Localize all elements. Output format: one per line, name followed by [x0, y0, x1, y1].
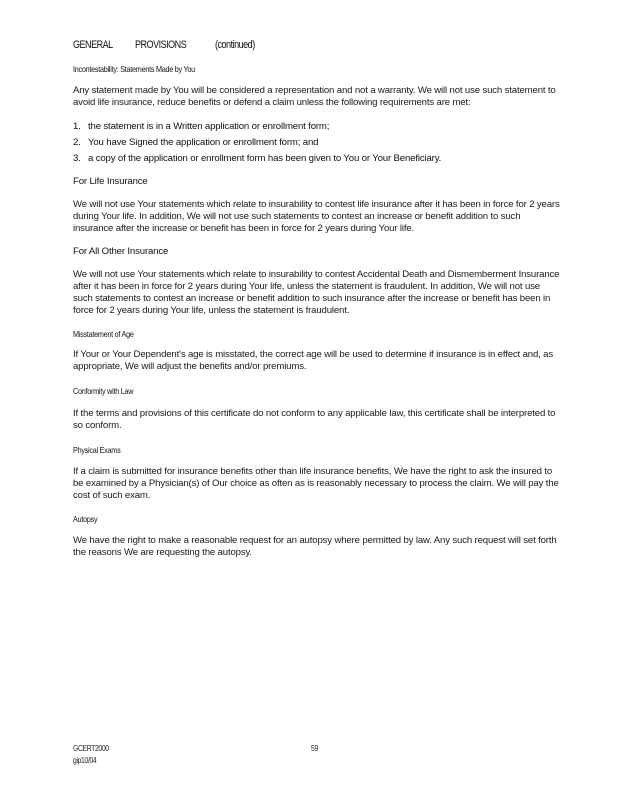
list-number: 2. [73, 137, 81, 148]
list-number: 1. [73, 121, 81, 132]
header-provisions: PROVISIONS [135, 39, 187, 51]
autopsy-text: We have the right to make a reasonable request for an autopsy where permitted by law. Any such request will set forth the reasons We are requesting the autopsy. [73, 535, 557, 558]
footer-form-number: GCERT2000 [73, 744, 109, 753]
misstatement-title: Misstatement of Age [73, 329, 134, 339]
life-insurance-label: For Life Insurance [73, 176, 148, 187]
other-insurance-text: We will not use Your statements which relate to insurability to contest Accidental Death and Dismemberment Insurance after it has been in force for 2 years during Your life, unless the statement is fraudulent. In addition, We will not use such statements to contest an increase or benefit addition to such insurance after the increase or benefit has been in force for 2 years during Your life, unless the statement is fraudulent. [73, 269, 560, 316]
list-item [73, 121, 563, 133]
conformity-title: Conformity with Law [73, 386, 134, 396]
conformity-text: If the terms and provisions of this certificate do not conform to any applicable law, this certificate shall be interpreted to so conform. [73, 408, 556, 431]
misstatement-text: If Your or Your Dependent's age is misstated, the correct age will be used to determine if insurance is in effect and, as appropriate, We will adjust the benefits and/or premiums. [73, 349, 554, 372]
section-header [73, 39, 593, 51]
other-insurance-label: For All Other Insurance [73, 246, 169, 257]
physical-exams-text: If a claim is submitted for insurance benefits other than life insurance benefits, We have the right to ask the insured to be examined by a Physician(s) of Our choice as often as is reasonably necessary to process the claim. We will pay the cost of such exam. [73, 466, 559, 501]
list-number: 3. [73, 153, 81, 164]
footer-form-date: gip10/04 [73, 756, 97, 765]
header-general: GENERAL [73, 39, 113, 51]
list-item [73, 153, 563, 165]
list-text: You have Signed the application or enrollment form; and [88, 137, 319, 148]
physical-exams-title: Physical Exams [73, 445, 121, 455]
incontestability-title: Incontestability: Statements Made by You [73, 64, 195, 74]
list-text: the statement is in a Written application or enrollment form; [88, 121, 330, 132]
autopsy-title: Autopsy [73, 514, 98, 524]
incontestability-intro: Any statement made by You will be considered a representation and not a warranty. We will not use such statement to avoid life insurance, reduce benefits or defend a claim unless the following requirements are met: [73, 85, 556, 108]
life-insurance-text: We will not use Your statements which relate to insurability to contest life insurance after it has been in force for 2 years during Your life. In addition, We will not use such statements to contest an increase or benefit addition to such insurance after the increase or benefit has been in force for 2 years during Your life. [73, 199, 560, 234]
list-item [73, 137, 563, 149]
header-continued: (continued) [215, 39, 255, 51]
page-number: 59 [311, 744, 318, 753]
list-text: a copy of the application or enrollment form has been given to You or Your Beneficiary. [88, 153, 442, 164]
